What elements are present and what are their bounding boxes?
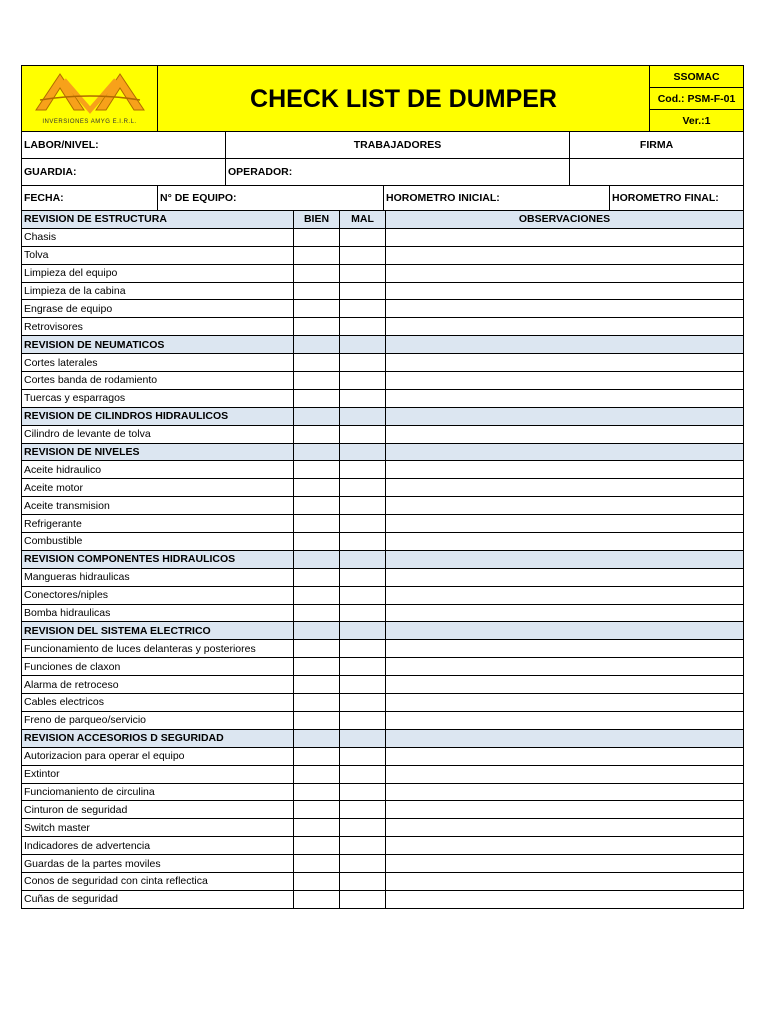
bien-checkbox-cell[interactable]: [294, 461, 340, 479]
observaciones-field[interactable]: [386, 568, 744, 586]
section-title: REVISION ACCESORIOS D SEGURIDAD: [22, 729, 294, 747]
observaciones-field[interactable]: [386, 855, 744, 873]
checklist-row: [22, 819, 744, 837]
bien-checkbox-cell[interactable]: [294, 533, 340, 551]
bien-checkbox-cell[interactable]: [294, 819, 340, 837]
item-label: Tolva: [22, 246, 294, 264]
item-label: Aceite transmision: [22, 497, 294, 515]
observaciones-field[interactable]: [386, 425, 744, 443]
mal-checkbox-cell[interactable]: [340, 425, 386, 443]
checklist-row: [22, 694, 744, 712]
bien-checkbox-cell[interactable]: [294, 389, 340, 407]
item-label: Funciomaniento de circulina: [22, 783, 294, 801]
observaciones-field[interactable]: [386, 372, 744, 390]
item-label: Mangueras hidraulicas: [22, 568, 294, 586]
checklist-row: [22, 389, 744, 407]
checklist-row: [22, 354, 744, 372]
column-bien-header: BIEN: [294, 211, 340, 229]
section-header-row: [22, 211, 744, 229]
item-label: Retrovisores: [22, 318, 294, 336]
bien-checkbox-cell[interactable]: [294, 282, 340, 300]
section-observaciones-cell: [386, 729, 744, 747]
bien-checkbox-cell[interactable]: [294, 658, 340, 676]
checklist-row: [22, 890, 744, 908]
mal-checkbox-cell[interactable]: [340, 300, 386, 318]
item-label: Limpieza del equipo: [22, 264, 294, 282]
observaciones-field[interactable]: [386, 497, 744, 515]
checklist-row: [22, 228, 744, 246]
observaciones-field[interactable]: [386, 533, 744, 551]
section-mal-cell: [340, 443, 386, 461]
mal-checkbox-cell[interactable]: [340, 765, 386, 783]
section-header-row: [22, 729, 744, 747]
bien-checkbox-cell[interactable]: [294, 604, 340, 622]
bien-checkbox-cell[interactable]: [294, 300, 340, 318]
bien-checkbox-cell[interactable]: [294, 246, 340, 264]
checklist-row: [22, 282, 744, 300]
checklist-row: [22, 711, 744, 729]
trabajadores-label: TRABAJADORES: [226, 132, 570, 159]
observaciones-field[interactable]: [386, 461, 744, 479]
mal-checkbox-cell[interactable]: [340, 604, 386, 622]
bien-checkbox-cell[interactable]: [294, 765, 340, 783]
mal-checkbox-cell[interactable]: [340, 228, 386, 246]
observaciones-field[interactable]: [386, 604, 744, 622]
bien-checkbox-cell[interactable]: [294, 372, 340, 390]
mal-checkbox-cell[interactable]: [340, 676, 386, 694]
section-bien-cell: [294, 729, 340, 747]
equipo-label: N° DE EQUIPO:: [158, 186, 384, 211]
mal-checkbox-cell[interactable]: [340, 515, 386, 533]
observaciones-field[interactable]: [386, 228, 744, 246]
section-mal-cell: [340, 407, 386, 425]
checklist-row: [22, 318, 744, 336]
observaciones-field[interactable]: [386, 640, 744, 658]
checklist-sheet: [21, 65, 743, 909]
bien-checkbox-cell[interactable]: [294, 479, 340, 497]
item-label: Combustible: [22, 533, 294, 551]
section-observaciones-cell: [386, 622, 744, 640]
item-label: Limpieza de la cabina: [22, 282, 294, 300]
bien-checkbox-cell[interactable]: [294, 640, 340, 658]
section-mal-cell: [340, 550, 386, 568]
section-header-row: [22, 407, 744, 425]
checklist-row: [22, 676, 744, 694]
mal-checkbox-cell[interactable]: [340, 837, 386, 855]
checklist-row: [22, 837, 744, 855]
observaciones-field[interactable]: [386, 586, 744, 604]
observaciones-field[interactable]: [386, 783, 744, 801]
item-label: Bomba hidraulicas: [22, 604, 294, 622]
section-bien-cell: [294, 622, 340, 640]
checklist-row: [22, 425, 744, 443]
checklist-row: [22, 372, 744, 390]
mal-checkbox-cell[interactable]: [340, 372, 386, 390]
item-label: Autorizacion para operar el equipo: [22, 747, 294, 765]
item-label: Refrigerante: [22, 515, 294, 533]
logo-caption: INVERSIONES AMYG E.I.R.L.: [42, 118, 137, 125]
guardia-label: GUARDIA:: [22, 159, 226, 186]
mal-checkbox-cell[interactable]: [340, 461, 386, 479]
mal-checkbox-cell[interactable]: [340, 533, 386, 551]
checklist-row: [22, 604, 744, 622]
checklist-row: [22, 747, 744, 765]
bien-checkbox-cell[interactable]: [294, 354, 340, 372]
mal-checkbox-cell[interactable]: [340, 747, 386, 765]
item-label: Chasis: [22, 228, 294, 246]
logo-cell: [22, 66, 158, 132]
section-header-row: [22, 443, 744, 461]
checklist-row: [22, 479, 744, 497]
bien-checkbox-cell[interactable]: [294, 783, 340, 801]
bien-checkbox-cell[interactable]: [294, 515, 340, 533]
section-bien-cell: [294, 336, 340, 354]
mal-checkbox-cell[interactable]: [340, 497, 386, 515]
bien-checkbox-cell[interactable]: [294, 586, 340, 604]
item-label: Guardas de la partes moviles: [22, 855, 294, 873]
observaciones-field[interactable]: [386, 354, 744, 372]
section-title: REVISION COMPONENTES HIDRAULICOS: [22, 550, 294, 568]
section-observaciones-cell: [386, 443, 744, 461]
mal-checkbox-cell[interactable]: [340, 711, 386, 729]
observaciones-field[interactable]: [386, 318, 744, 336]
observaciones-field[interactable]: [386, 801, 744, 819]
section-header-row: [22, 622, 744, 640]
amyg-logo-icon: [30, 70, 150, 114]
section-title: REVISION DE CILINDROS HIDRAULICOS: [22, 407, 294, 425]
mal-checkbox-cell[interactable]: [340, 801, 386, 819]
section-title: REVISION DE NEUMATICOS: [22, 336, 294, 354]
bien-checkbox-cell[interactable]: [294, 872, 340, 890]
section-bien-cell: [294, 407, 340, 425]
item-label: Freno de parqueo/servicio: [22, 711, 294, 729]
observaciones-field[interactable]: [386, 837, 744, 855]
item-label: Funcionamiento de luces delanteras y posteriores: [22, 640, 294, 658]
observaciones-field[interactable]: [386, 658, 744, 676]
section-bien-cell: [294, 443, 340, 461]
document-code: Cod.: PSM-F-01: [650, 88, 744, 110]
mal-checkbox-cell[interactable]: [340, 246, 386, 264]
observaciones-field[interactable]: [386, 264, 744, 282]
item-label: Conectores/niples: [22, 586, 294, 604]
item-label: Cinturon de seguridad: [22, 801, 294, 819]
mal-checkbox-cell[interactable]: [340, 640, 386, 658]
checklist-row: [22, 855, 744, 873]
item-label: Alarma de retroceso: [22, 676, 294, 694]
item-label: Extintor: [22, 765, 294, 783]
header-table: [21, 65, 744, 132]
bien-checkbox-cell[interactable]: [294, 694, 340, 712]
mal-checkbox-cell[interactable]: [340, 855, 386, 873]
checklist-row: [22, 640, 744, 658]
checklist-row: [22, 264, 744, 282]
item-label: Cortes laterales: [22, 354, 294, 372]
checklist-row: [22, 872, 744, 890]
checklist-row: [22, 658, 744, 676]
mal-checkbox-cell[interactable]: [340, 586, 386, 604]
mal-checkbox-cell[interactable]: [340, 389, 386, 407]
item-label: Aceite hidraulico: [22, 461, 294, 479]
info-table: [21, 131, 744, 211]
mal-checkbox-cell[interactable]: [340, 694, 386, 712]
section-title: REVISION DE ESTRUCTURA: [22, 211, 294, 229]
observaciones-field[interactable]: [386, 282, 744, 300]
firma-label: FIRMA: [570, 132, 744, 159]
horometro-final-label: HOROMETRO FINAL:: [610, 186, 744, 211]
observaciones-field[interactable]: [386, 300, 744, 318]
checklist-row: [22, 568, 744, 586]
section-mal-cell: [340, 729, 386, 747]
observaciones-field[interactable]: [386, 515, 744, 533]
page-title: CHECK LIST DE DUMPER: [158, 66, 650, 132]
section-bien-cell: [294, 550, 340, 568]
mal-checkbox-cell[interactable]: [340, 479, 386, 497]
item-label: Cilindro de levante de tolva: [22, 425, 294, 443]
column-mal-header: MAL: [340, 211, 386, 229]
checklist-row: [22, 586, 744, 604]
observaciones-field[interactable]: [386, 872, 744, 890]
checklist-row: [22, 765, 744, 783]
labor-nivel-label: LABOR/NIVEL:: [22, 132, 226, 159]
section-observaciones-cell: [386, 336, 744, 354]
item-label: Tuercas y esparragos: [22, 389, 294, 407]
mal-checkbox-cell[interactable]: [340, 819, 386, 837]
checklist-row: [22, 783, 744, 801]
item-label: Funciones de claxon: [22, 658, 294, 676]
observaciones-field[interactable]: [386, 479, 744, 497]
mal-checkbox-cell[interactable]: [340, 890, 386, 908]
bien-checkbox-cell[interactable]: [294, 318, 340, 336]
section-observaciones-cell: [386, 407, 744, 425]
checklist-row: [22, 246, 744, 264]
observaciones-field[interactable]: [386, 694, 744, 712]
bien-checkbox-cell[interactable]: [294, 747, 340, 765]
operador-label: OPERADOR:: [226, 159, 570, 186]
checklist-row: [22, 461, 744, 479]
mal-checkbox-cell[interactable]: [340, 658, 386, 676]
dept-label: SSOMAC: [650, 66, 744, 88]
checklist-row: [22, 300, 744, 318]
mal-checkbox-cell[interactable]: [340, 264, 386, 282]
mal-checkbox-cell[interactable]: [340, 318, 386, 336]
section-title: REVISION DE NIVELES: [22, 443, 294, 461]
bien-checkbox-cell[interactable]: [294, 425, 340, 443]
section-header-row: [22, 336, 744, 354]
bien-checkbox-cell[interactable]: [294, 264, 340, 282]
item-label: Cables electricos: [22, 694, 294, 712]
bien-checkbox-cell[interactable]: [294, 676, 340, 694]
item-label: Conos de seguridad con cinta reflectica: [22, 872, 294, 890]
column-observaciones-header: OBSERVACIONES: [386, 211, 744, 229]
mal-checkbox-cell[interactable]: [340, 282, 386, 300]
fecha-label: FECHA:: [22, 186, 158, 211]
observaciones-field[interactable]: [386, 389, 744, 407]
section-title: REVISION DEL SISTEMA ELECTRICO: [22, 622, 294, 640]
mal-checkbox-cell[interactable]: [340, 783, 386, 801]
observaciones-field[interactable]: [386, 676, 744, 694]
observaciones-field[interactable]: [386, 747, 744, 765]
section-header-row: [22, 550, 744, 568]
section-mal-cell: [340, 622, 386, 640]
bien-checkbox-cell[interactable]: [294, 801, 340, 819]
bien-checkbox-cell[interactable]: [294, 497, 340, 515]
horometro-inicial-label: HOROMETRO INICIAL:: [384, 186, 610, 211]
observaciones-field[interactable]: [386, 246, 744, 264]
item-label: Cuñas de seguridad: [22, 890, 294, 908]
bien-checkbox-cell[interactable]: [294, 890, 340, 908]
checklist-row: [22, 497, 744, 515]
observaciones-field[interactable]: [386, 765, 744, 783]
checklist-row: [22, 533, 744, 551]
document-version: Ver.:1: [650, 110, 744, 132]
item-label: Aceite motor: [22, 479, 294, 497]
checklist-table: [21, 210, 744, 909]
item-label: Cortes banda de rodamiento: [22, 372, 294, 390]
bien-checkbox-cell[interactable]: [294, 568, 340, 586]
observaciones-field[interactable]: [386, 890, 744, 908]
item-label: Indicadores de advertencia: [22, 837, 294, 855]
observaciones-field[interactable]: [386, 819, 744, 837]
bien-checkbox-cell[interactable]: [294, 228, 340, 246]
bien-checkbox-cell[interactable]: [294, 837, 340, 855]
operador-firma-field[interactable]: [570, 159, 744, 186]
mal-checkbox-cell[interactable]: [340, 872, 386, 890]
bien-checkbox-cell[interactable]: [294, 855, 340, 873]
bien-checkbox-cell[interactable]: [294, 711, 340, 729]
mal-checkbox-cell[interactable]: [340, 354, 386, 372]
checklist-row: [22, 801, 744, 819]
item-label: Engrase de equipo: [22, 300, 294, 318]
checklist-row: [22, 515, 744, 533]
item-label: Switch master: [22, 819, 294, 837]
section-observaciones-cell: [386, 550, 744, 568]
observaciones-field[interactable]: [386, 711, 744, 729]
section-mal-cell: [340, 336, 386, 354]
mal-checkbox-cell[interactable]: [340, 568, 386, 586]
